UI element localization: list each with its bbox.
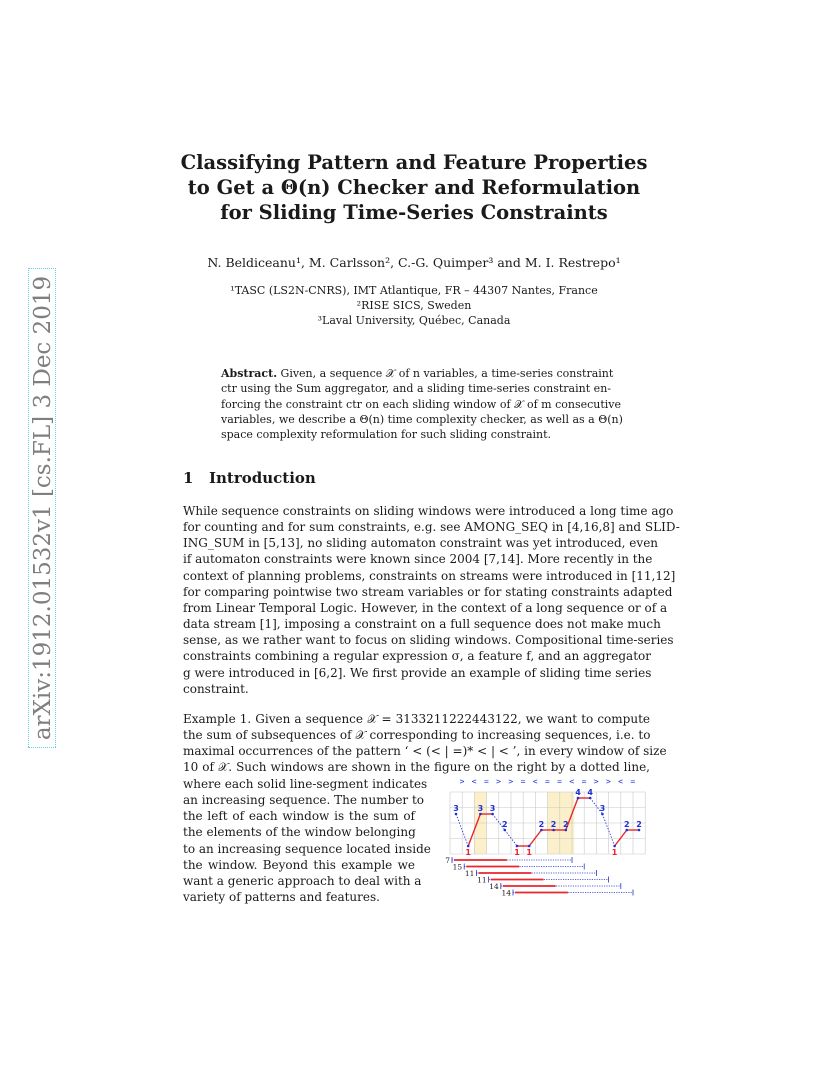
title-line-3: for Sliding Time-Series Constraints <box>220 201 608 224</box>
paragraph-line: constraints combining a regular expression σ, a feature f, and an aggregator <box>183 649 651 664</box>
signature-symbol: < <box>618 777 624 786</box>
sequence-point <box>455 813 458 816</box>
paragraph-line: from Linear Temporal Logic. However, in the context of a long sequence or of a <box>183 600 668 615</box>
sequence-point <box>626 829 629 832</box>
paragraph-line: want a generic approach to deal with a <box>183 873 422 888</box>
sequence-value-label: 2 <box>538 820 545 829</box>
signature-symbol: < <box>471 777 477 786</box>
sequence-value-label: 1 <box>526 848 532 857</box>
sequence-point <box>638 829 641 832</box>
section-number: 1 <box>183 469 194 487</box>
signature-symbol: > <box>508 777 514 786</box>
paragraph-line: if automaton constraints were known since 2004 [7,14]. More recently in the <box>183 552 653 567</box>
sequence-value-label: 2 <box>563 820 569 829</box>
section-title: Introduction <box>209 469 316 487</box>
window-sum-label: 11 <box>477 875 487 885</box>
arxiv-id: arXiv:1912.01532v1 [cs.FL] 3 Dec 2019 <box>28 268 56 748</box>
sequence-point <box>577 797 580 800</box>
signature-symbol: = <box>520 777 526 786</box>
paragraph-line: the elements of the window belonging <box>183 825 416 840</box>
figure-svg <box>446 777 656 902</box>
title-line-2: to Get a Θ(n) Checker and Reformulation <box>187 176 641 199</box>
window-sum-label: 14 <box>501 888 511 898</box>
paragraph-line: an increasing sequence. The number to <box>183 793 425 808</box>
window-sum-label: 11 <box>464 869 475 878</box>
paragraph-line: g were introduced in [6,2]. We first provide an example of sliding time series <box>183 665 652 680</box>
signature-symbol: > <box>496 777 502 786</box>
affiliations <box>0 283 828 328</box>
signature-symbol: = <box>483 777 489 786</box>
signature-symbol: = <box>557 777 563 786</box>
sequence-point <box>491 813 494 816</box>
sequence-point <box>467 845 470 848</box>
sequence-point <box>504 829 507 832</box>
signature-symbol: < <box>569 777 575 786</box>
sequence-value-label: 3 <box>477 804 484 813</box>
example-paragraph <box>183 711 667 776</box>
paragraph-line: the left of each window is the sum of <box>183 809 415 824</box>
sequence-value-label: 2 <box>624 820 630 829</box>
sequence-point <box>479 813 482 816</box>
window-sum-label: 15 <box>452 862 463 872</box>
sequence-value-label: 3 <box>453 804 459 813</box>
arxiv-stamp <box>28 268 56 748</box>
paragraph-line: ING_SUM in [5,13], no sliding automaton constraint was yet introduced, even <box>183 536 659 551</box>
sequence-value-label: 2 <box>550 820 557 829</box>
sequence-value-label: 2 <box>636 820 642 829</box>
signature-symbol: > <box>605 777 611 786</box>
abstract <box>221 366 623 442</box>
paragraph-line: While sequence constraints on sliding windows were introduced a long time ago <box>183 504 674 518</box>
sequence-value-label: 4 <box>575 788 581 797</box>
sequence-point <box>528 845 531 848</box>
sliding-window-figure <box>446 777 656 902</box>
signature-symbol: = <box>544 777 550 786</box>
sequence-value-label: 4 <box>587 788 593 797</box>
signature-symbol: > <box>459 777 465 786</box>
sequence-point <box>516 845 519 848</box>
paragraph-line: sense, as we rather want to focus on sliding windows. Compositional time-series <box>183 633 674 648</box>
abstract-line-4: variables, we describe a Θ(n) time complexity checker, as well as a Θ(n) <box>221 412 623 426</box>
paragraph-line: the window. Beyond this example we <box>183 857 415 872</box>
sequence-value-label: 1 <box>611 848 618 857</box>
section-heading <box>183 469 316 487</box>
title-line-1: Classifying Pattern and Feature Properties <box>180 151 648 174</box>
paragraph-line: 10 of 𝒳. Such windows are shown in the figure on the right by a dotted line, <box>183 760 650 775</box>
signature-symbol: = <box>581 777 587 786</box>
sequence-value-label: 2 <box>502 820 508 829</box>
abstract-line-3: forcing the constraint ctr on each sliding window of 𝒳 of m consecutive <box>221 397 622 411</box>
signature-symbol: > <box>593 777 599 786</box>
sequence-point <box>589 797 592 800</box>
abstract-label: Abstract. <box>221 367 278 380</box>
abstract-line-2: ctr using the Sum aggregator, and a sliding time-series constraint en- <box>221 382 611 396</box>
wrapped-paragraph <box>183 776 431 905</box>
paragraph-line: constraint. <box>183 681 249 696</box>
paper-title <box>0 150 828 225</box>
affiliation-3: ³Laval University, Québec, Canada <box>317 314 511 327</box>
affiliation-2: ²RISE SICS, Sweden <box>356 299 472 312</box>
sequence-value-label: 1 <box>465 848 471 857</box>
paragraph-line: for counting and for sum constraints, e.g. see AMONG_SEQ in [4,16,8] and SLID- <box>183 520 680 535</box>
paragraph-line: data stream [1], imposing a constraint on a full sequence does not make much <box>183 617 661 632</box>
window-sum-label: 14 <box>489 882 499 891</box>
sequence-value-label: 3 <box>489 804 496 813</box>
sequence-point <box>613 845 616 848</box>
sequence-point <box>540 829 543 832</box>
abstract-line-1: Given, a sequence 𝒳 of n variables, a time-series constraint <box>280 367 614 380</box>
affiliation-1: ¹TASC (LS2N-CNRS), IMT Atlantique, FR – 44307 Nantes, France <box>230 284 598 297</box>
window-sum-label: 7 <box>445 856 450 865</box>
paragraph-line: maximal occurrences of the pattern ‘ < (< | =)* < | < ’, in every window of size <box>183 744 667 759</box>
paragraph-line: variety of patterns and features. <box>183 890 380 905</box>
paragraph-line: where each solid line-segment indicates <box>183 777 428 791</box>
paragraph-line: for comparing pointwise two stream variables or for stating constraints adapted <box>183 584 673 599</box>
sequence-point <box>565 829 568 832</box>
sequence-value-label: 1 <box>514 848 520 857</box>
paragraph-line: context of planning problems, constraints on streams were introduced in [11,12] <box>183 568 676 583</box>
sequence-point <box>601 813 604 816</box>
signature-symbol: < <box>532 777 538 786</box>
sequence-point <box>552 829 555 832</box>
paragraph-line: the sum of subsequences of 𝒳 corresponding to increasing sequences, i.e. to <box>183 728 651 743</box>
paragraph-line: to an increasing sequence located inside <box>183 841 431 856</box>
sequence-value-label: 3 <box>599 804 606 813</box>
abstract-line-5: space complexity reformulation for such sliding constraint. <box>221 428 552 442</box>
paragraph-line: Example 1. Given a sequence 𝒳 = 3133211222443122, we want to compute <box>183 712 650 726</box>
intro-paragraph-1 <box>183 503 680 697</box>
signature-symbol: = <box>630 777 636 786</box>
author-list: N. Beldiceanu¹, M. Carlsson², C.-G. Quimper³ and M. I. Restrepo¹ <box>207 255 621 270</box>
